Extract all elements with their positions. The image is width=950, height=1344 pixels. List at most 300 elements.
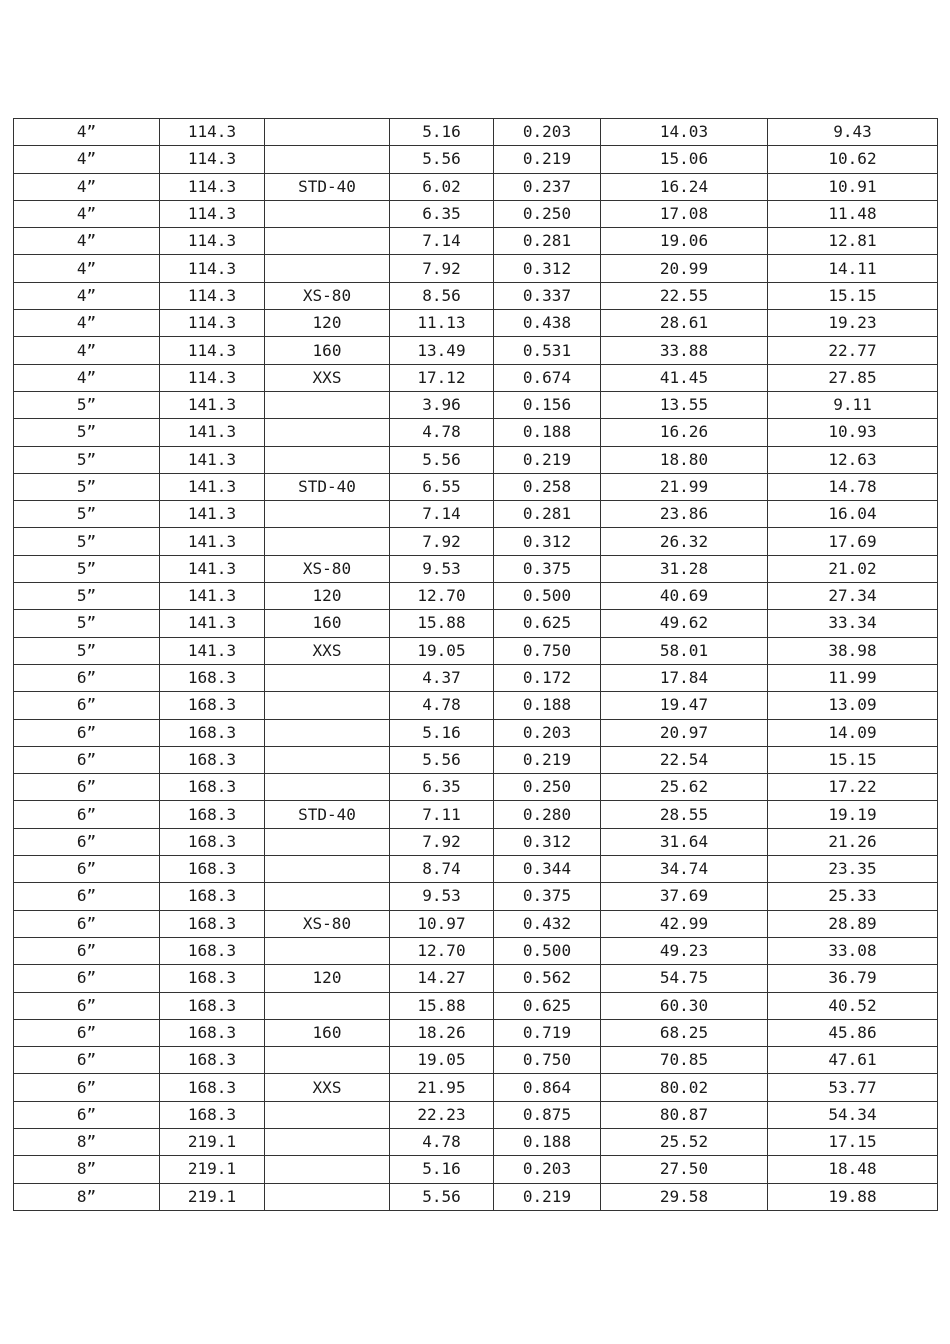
weight-kg-per-m-cell: 80.87 [601, 1101, 768, 1128]
weight-kg-per-m-cell: 34.74 [601, 856, 768, 883]
table-row [14, 473, 938, 500]
wall-thickness-mm-cell: 11.13 [390, 310, 494, 337]
weight-kg-per-m-cell: 58.01 [601, 637, 768, 664]
wall-thickness-in-cell: 0.250 [494, 774, 601, 801]
wall-thickness-in-cell: 0.375 [494, 883, 601, 910]
wall-thickness-mm-cell: 12.70 [390, 937, 494, 964]
nominal-size-cell: 5” [14, 610, 160, 637]
weight-lb-per-ft-cell: 10.93 [768, 419, 938, 446]
weight-lb-per-ft-cell: 17.69 [768, 528, 938, 555]
weight-lb-per-ft-cell: 10.91 [768, 173, 938, 200]
wall-thickness-in-cell: 0.337 [494, 282, 601, 309]
table-row [14, 1183, 938, 1210]
weight-lb-per-ft-cell: 27.34 [768, 583, 938, 610]
nominal-size-cell: 5” [14, 391, 160, 418]
wall-thickness-mm-cell: 15.88 [390, 610, 494, 637]
schedule-cell [265, 883, 390, 910]
schedule-cell [265, 774, 390, 801]
schedule-cell: 160 [265, 610, 390, 637]
outer-diameter-cell: 168.3 [160, 828, 265, 855]
wall-thickness-in-cell: 0.188 [494, 692, 601, 719]
wall-thickness-in-cell: 0.280 [494, 801, 601, 828]
table-row [14, 1074, 938, 1101]
wall-thickness-mm-cell: 15.88 [390, 992, 494, 1019]
table-row [14, 1101, 938, 1128]
weight-kg-per-m-cell: 27.50 [601, 1156, 768, 1183]
schedule-cell [265, 119, 390, 146]
wall-thickness-in-cell: 0.219 [494, 1183, 601, 1210]
outer-diameter-cell: 168.3 [160, 746, 265, 773]
nominal-size-cell: 6” [14, 719, 160, 746]
outer-diameter-cell: 168.3 [160, 774, 265, 801]
wall-thickness-mm-cell: 17.12 [390, 364, 494, 391]
outer-diameter-cell: 141.3 [160, 419, 265, 446]
wall-thickness-mm-cell: 21.95 [390, 1074, 494, 1101]
weight-lb-per-ft-cell: 14.11 [768, 255, 938, 282]
schedule-cell: XXS [265, 364, 390, 391]
nominal-size-cell: 4” [14, 173, 160, 200]
weight-lb-per-ft-cell: 33.08 [768, 937, 938, 964]
nominal-size-cell: 4” [14, 310, 160, 337]
weight-kg-per-m-cell: 13.55 [601, 391, 768, 418]
schedule-cell [265, 146, 390, 173]
weight-kg-per-m-cell: 17.84 [601, 664, 768, 691]
wall-thickness-in-cell: 0.312 [494, 255, 601, 282]
schedule-cell [265, 746, 390, 773]
wall-thickness-in-cell: 0.500 [494, 937, 601, 964]
nominal-size-cell: 6” [14, 1047, 160, 1074]
schedule-cell [265, 255, 390, 282]
schedule-cell [265, 992, 390, 1019]
weight-lb-per-ft-cell: 21.02 [768, 555, 938, 582]
outer-diameter-cell: 141.3 [160, 555, 265, 582]
nominal-size-cell: 5” [14, 583, 160, 610]
table-row [14, 228, 938, 255]
weight-kg-per-m-cell: 25.52 [601, 1128, 768, 1155]
schedule-cell [265, 528, 390, 555]
wall-thickness-mm-cell: 7.14 [390, 228, 494, 255]
schedule-cell [265, 692, 390, 719]
table-row [14, 364, 938, 391]
weight-kg-per-m-cell: 26.32 [601, 528, 768, 555]
outer-diameter-cell: 219.1 [160, 1156, 265, 1183]
weight-lb-per-ft-cell: 54.34 [768, 1101, 938, 1128]
weight-kg-per-m-cell: 19.47 [601, 692, 768, 719]
schedule-cell [265, 228, 390, 255]
wall-thickness-mm-cell: 22.23 [390, 1101, 494, 1128]
weight-lb-per-ft-cell: 38.98 [768, 637, 938, 664]
nominal-size-cell: 6” [14, 937, 160, 964]
outer-diameter-cell: 168.3 [160, 910, 265, 937]
schedule-cell: 160 [265, 337, 390, 364]
weight-lb-per-ft-cell: 33.34 [768, 610, 938, 637]
weight-lb-per-ft-cell: 10.62 [768, 146, 938, 173]
table-row [14, 801, 938, 828]
nominal-size-cell: 4” [14, 337, 160, 364]
outer-diameter-cell: 114.3 [160, 173, 265, 200]
outer-diameter-cell: 168.3 [160, 1019, 265, 1046]
wall-thickness-mm-cell: 19.05 [390, 637, 494, 664]
weight-kg-per-m-cell: 17.08 [601, 200, 768, 227]
nominal-size-cell: 5” [14, 419, 160, 446]
outer-diameter-cell: 114.3 [160, 337, 265, 364]
outer-diameter-cell: 168.3 [160, 965, 265, 992]
table-row [14, 528, 938, 555]
table-row [14, 391, 938, 418]
weight-kg-per-m-cell: 20.99 [601, 255, 768, 282]
nominal-size-cell: 5” [14, 501, 160, 528]
wall-thickness-in-cell: 0.562 [494, 965, 601, 992]
wall-thickness-in-cell: 0.281 [494, 228, 601, 255]
wall-thickness-mm-cell: 5.16 [390, 1156, 494, 1183]
outer-diameter-cell: 141.3 [160, 446, 265, 473]
outer-diameter-cell: 168.3 [160, 937, 265, 964]
pipe-schedule-table [13, 118, 938, 1211]
wall-thickness-mm-cell: 3.96 [390, 391, 494, 418]
wall-thickness-mm-cell: 6.55 [390, 473, 494, 500]
weight-lb-per-ft-cell: 9.11 [768, 391, 938, 418]
wall-thickness-in-cell: 0.188 [494, 419, 601, 446]
weight-lb-per-ft-cell: 23.35 [768, 856, 938, 883]
weight-kg-per-m-cell: 22.54 [601, 746, 768, 773]
table-row [14, 1019, 938, 1046]
table-row [14, 255, 938, 282]
wall-thickness-in-cell: 0.188 [494, 1128, 601, 1155]
weight-kg-per-m-cell: 37.69 [601, 883, 768, 910]
table-row [14, 173, 938, 200]
table-row [14, 719, 938, 746]
wall-thickness-in-cell: 0.203 [494, 1156, 601, 1183]
weight-lb-per-ft-cell: 25.33 [768, 883, 938, 910]
weight-lb-per-ft-cell: 21.26 [768, 828, 938, 855]
nominal-size-cell: 5” [14, 473, 160, 500]
nominal-size-cell: 6” [14, 883, 160, 910]
nominal-size-cell: 5” [14, 555, 160, 582]
table-row [14, 828, 938, 855]
weight-lb-per-ft-cell: 40.52 [768, 992, 938, 1019]
weight-kg-per-m-cell: 68.25 [601, 1019, 768, 1046]
weight-lb-per-ft-cell: 17.15 [768, 1128, 938, 1155]
table-row [14, 637, 938, 664]
wall-thickness-in-cell: 0.864 [494, 1074, 601, 1101]
nominal-size-cell: 6” [14, 1019, 160, 1046]
outer-diameter-cell: 168.3 [160, 664, 265, 691]
table-row [14, 1156, 938, 1183]
wall-thickness-mm-cell: 7.92 [390, 255, 494, 282]
outer-diameter-cell: 114.3 [160, 119, 265, 146]
wall-thickness-mm-cell: 7.92 [390, 828, 494, 855]
outer-diameter-cell: 114.3 [160, 310, 265, 337]
weight-lb-per-ft-cell: 19.19 [768, 801, 938, 828]
wall-thickness-mm-cell: 18.26 [390, 1019, 494, 1046]
wall-thickness-mm-cell: 5.56 [390, 1183, 494, 1210]
table-row [14, 501, 938, 528]
wall-thickness-in-cell: 0.719 [494, 1019, 601, 1046]
wall-thickness-in-cell: 0.172 [494, 664, 601, 691]
weight-lb-per-ft-cell: 47.61 [768, 1047, 938, 1074]
schedule-cell: 120 [265, 583, 390, 610]
table-row [14, 774, 938, 801]
schedule-cell: STD-40 [265, 801, 390, 828]
wall-thickness-in-cell: 0.312 [494, 828, 601, 855]
weight-lb-per-ft-cell: 36.79 [768, 965, 938, 992]
schedule-cell [265, 200, 390, 227]
wall-thickness-mm-cell: 5.56 [390, 746, 494, 773]
outer-diameter-cell: 141.3 [160, 391, 265, 418]
schedule-cell [265, 419, 390, 446]
table-row [14, 146, 938, 173]
wall-thickness-mm-cell: 5.56 [390, 146, 494, 173]
wall-thickness-in-cell: 0.438 [494, 310, 601, 337]
wall-thickness-mm-cell: 4.78 [390, 1128, 494, 1155]
outer-diameter-cell: 141.3 [160, 610, 265, 637]
schedule-cell [265, 719, 390, 746]
schedule-cell: XS-80 [265, 555, 390, 582]
weight-lb-per-ft-cell: 9.43 [768, 119, 938, 146]
table-row [14, 119, 938, 146]
schedule-cell [265, 1047, 390, 1074]
weight-kg-per-m-cell: 31.28 [601, 555, 768, 582]
wall-thickness-in-cell: 0.250 [494, 200, 601, 227]
table-row [14, 583, 938, 610]
weight-kg-per-m-cell: 20.97 [601, 719, 768, 746]
schedule-cell [265, 1156, 390, 1183]
wall-thickness-mm-cell: 7.92 [390, 528, 494, 555]
wall-thickness-mm-cell: 12.70 [390, 583, 494, 610]
outer-diameter-cell: 168.3 [160, 719, 265, 746]
nominal-size-cell: 6” [14, 692, 160, 719]
table-row [14, 664, 938, 691]
weight-lb-per-ft-cell: 45.86 [768, 1019, 938, 1046]
weight-kg-per-m-cell: 21.99 [601, 473, 768, 500]
wall-thickness-in-cell: 0.219 [494, 446, 601, 473]
outer-diameter-cell: 168.3 [160, 1047, 265, 1074]
outer-diameter-cell: 114.3 [160, 146, 265, 173]
wall-thickness-mm-cell: 5.56 [390, 446, 494, 473]
outer-diameter-cell: 168.3 [160, 692, 265, 719]
schedule-cell: STD-40 [265, 473, 390, 500]
schedule-cell [265, 1128, 390, 1155]
wall-thickness-mm-cell: 8.56 [390, 282, 494, 309]
weight-lb-per-ft-cell: 28.89 [768, 910, 938, 937]
nominal-size-cell: 6” [14, 801, 160, 828]
outer-diameter-cell: 141.3 [160, 473, 265, 500]
weight-lb-per-ft-cell: 12.81 [768, 228, 938, 255]
outer-diameter-cell: 141.3 [160, 637, 265, 664]
outer-diameter-cell: 141.3 [160, 501, 265, 528]
table-row [14, 883, 938, 910]
weight-kg-per-m-cell: 28.61 [601, 310, 768, 337]
outer-diameter-cell: 114.3 [160, 364, 265, 391]
nominal-size-cell: 8” [14, 1156, 160, 1183]
weight-lb-per-ft-cell: 53.77 [768, 1074, 938, 1101]
table-row [14, 610, 938, 637]
weight-kg-per-m-cell: 49.62 [601, 610, 768, 637]
schedule-cell: 120 [265, 965, 390, 992]
wall-thickness-in-cell: 0.531 [494, 337, 601, 364]
schedule-cell [265, 856, 390, 883]
schedule-cell: STD-40 [265, 173, 390, 200]
weight-kg-per-m-cell: 16.24 [601, 173, 768, 200]
outer-diameter-cell: 114.3 [160, 200, 265, 227]
wall-thickness-mm-cell: 4.78 [390, 692, 494, 719]
nominal-size-cell: 8” [14, 1183, 160, 1210]
schedule-cell: XXS [265, 637, 390, 664]
wall-thickness-mm-cell: 7.11 [390, 801, 494, 828]
nominal-size-cell: 6” [14, 992, 160, 1019]
weight-lb-per-ft-cell: 14.09 [768, 719, 938, 746]
table-row [14, 1128, 938, 1155]
wall-thickness-mm-cell: 7.14 [390, 501, 494, 528]
weight-kg-per-m-cell: 28.55 [601, 801, 768, 828]
schedule-cell [265, 664, 390, 691]
table-row [14, 992, 938, 1019]
wall-thickness-in-cell: 0.312 [494, 528, 601, 555]
weight-kg-per-m-cell: 70.85 [601, 1047, 768, 1074]
table-row [14, 419, 938, 446]
wall-thickness-in-cell: 0.281 [494, 501, 601, 528]
table-row [14, 200, 938, 227]
wall-thickness-mm-cell: 4.78 [390, 419, 494, 446]
schedule-cell [265, 828, 390, 855]
weight-kg-per-m-cell: 18.80 [601, 446, 768, 473]
weight-kg-per-m-cell: 41.45 [601, 364, 768, 391]
nominal-size-cell: 4” [14, 119, 160, 146]
weight-lb-per-ft-cell: 18.48 [768, 1156, 938, 1183]
table-row [14, 337, 938, 364]
table-row [14, 746, 938, 773]
nominal-size-cell: 6” [14, 1101, 160, 1128]
weight-kg-per-m-cell: 15.06 [601, 146, 768, 173]
nominal-size-cell: 6” [14, 664, 160, 691]
schedule-cell: 120 [265, 310, 390, 337]
table-row [14, 282, 938, 309]
wall-thickness-in-cell: 0.375 [494, 555, 601, 582]
wall-thickness-in-cell: 0.432 [494, 910, 601, 937]
nominal-size-cell: 5” [14, 637, 160, 664]
nominal-size-cell: 5” [14, 528, 160, 555]
wall-thickness-in-cell: 0.625 [494, 610, 601, 637]
wall-thickness-mm-cell: 6.35 [390, 200, 494, 227]
outer-diameter-cell: 168.3 [160, 883, 265, 910]
nominal-size-cell: 4” [14, 228, 160, 255]
table-row [14, 937, 938, 964]
table-row [14, 692, 938, 719]
wall-thickness-mm-cell: 6.35 [390, 774, 494, 801]
weight-lb-per-ft-cell: 19.23 [768, 310, 938, 337]
wall-thickness-mm-cell: 9.53 [390, 883, 494, 910]
outer-diameter-cell: 168.3 [160, 992, 265, 1019]
wall-thickness-in-cell: 0.156 [494, 391, 601, 418]
wall-thickness-in-cell: 0.344 [494, 856, 601, 883]
outer-diameter-cell: 114.3 [160, 282, 265, 309]
weight-lb-per-ft-cell: 14.78 [768, 473, 938, 500]
table-row [14, 910, 938, 937]
schedule-cell [265, 937, 390, 964]
nominal-size-cell: 6” [14, 828, 160, 855]
outer-diameter-cell: 219.1 [160, 1128, 265, 1155]
weight-kg-per-m-cell: 42.99 [601, 910, 768, 937]
nominal-size-cell: 6” [14, 774, 160, 801]
table-row [14, 1047, 938, 1074]
weight-lb-per-ft-cell: 17.22 [768, 774, 938, 801]
wall-thickness-in-cell: 0.674 [494, 364, 601, 391]
nominal-size-cell: 6” [14, 965, 160, 992]
table-row [14, 965, 938, 992]
schedule-cell: XXS [265, 1074, 390, 1101]
weight-lb-per-ft-cell: 15.15 [768, 282, 938, 309]
table-row [14, 856, 938, 883]
schedule-cell [265, 1101, 390, 1128]
weight-kg-per-m-cell: 31.64 [601, 828, 768, 855]
nominal-size-cell: 6” [14, 856, 160, 883]
wall-thickness-in-cell: 0.750 [494, 637, 601, 664]
nominal-size-cell: 4” [14, 200, 160, 227]
outer-diameter-cell: 219.1 [160, 1183, 265, 1210]
nominal-size-cell: 4” [14, 255, 160, 282]
nominal-size-cell: 4” [14, 282, 160, 309]
outer-diameter-cell: 168.3 [160, 801, 265, 828]
outer-diameter-cell: 168.3 [160, 1074, 265, 1101]
weight-lb-per-ft-cell: 15.15 [768, 746, 938, 773]
weight-kg-per-m-cell: 60.30 [601, 992, 768, 1019]
wall-thickness-mm-cell: 14.27 [390, 965, 494, 992]
wall-thickness-in-cell: 0.750 [494, 1047, 601, 1074]
weight-kg-per-m-cell: 23.86 [601, 501, 768, 528]
schedule-cell: 160 [265, 1019, 390, 1046]
wall-thickness-in-cell: 0.258 [494, 473, 601, 500]
wall-thickness-mm-cell: 4.37 [390, 664, 494, 691]
table-row [14, 446, 938, 473]
schedule-cell [265, 501, 390, 528]
nominal-size-cell: 4” [14, 364, 160, 391]
weight-lb-per-ft-cell: 11.99 [768, 664, 938, 691]
schedule-cell: XS-80 [265, 282, 390, 309]
wall-thickness-mm-cell: 8.74 [390, 856, 494, 883]
outer-diameter-cell: 114.3 [160, 228, 265, 255]
weight-lb-per-ft-cell: 12.63 [768, 446, 938, 473]
wall-thickness-in-cell: 0.625 [494, 992, 601, 1019]
weight-kg-per-m-cell: 40.69 [601, 583, 768, 610]
weight-kg-per-m-cell: 33.88 [601, 337, 768, 364]
outer-diameter-cell: 141.3 [160, 528, 265, 555]
nominal-size-cell: 6” [14, 1074, 160, 1101]
weight-kg-per-m-cell: 25.62 [601, 774, 768, 801]
weight-kg-per-m-cell: 49.23 [601, 937, 768, 964]
weight-kg-per-m-cell: 29.58 [601, 1183, 768, 1210]
nominal-size-cell: 4” [14, 146, 160, 173]
schedule-cell [265, 446, 390, 473]
nominal-size-cell: 5” [14, 446, 160, 473]
weight-kg-per-m-cell: 54.75 [601, 965, 768, 992]
wall-thickness-in-cell: 0.237 [494, 173, 601, 200]
table-row [14, 310, 938, 337]
wall-thickness-mm-cell: 5.16 [390, 719, 494, 746]
weight-kg-per-m-cell: 14.03 [601, 119, 768, 146]
wall-thickness-in-cell: 0.203 [494, 119, 601, 146]
wall-thickness-in-cell: 0.875 [494, 1101, 601, 1128]
outer-diameter-cell: 141.3 [160, 583, 265, 610]
weight-lb-per-ft-cell: 13.09 [768, 692, 938, 719]
wall-thickness-mm-cell: 5.16 [390, 119, 494, 146]
wall-thickness-mm-cell: 6.02 [390, 173, 494, 200]
nominal-size-cell: 6” [14, 746, 160, 773]
schedule-cell [265, 391, 390, 418]
wall-thickness-mm-cell: 19.05 [390, 1047, 494, 1074]
wall-thickness-mm-cell: 13.49 [390, 337, 494, 364]
outer-diameter-cell: 114.3 [160, 255, 265, 282]
nominal-size-cell: 6” [14, 910, 160, 937]
